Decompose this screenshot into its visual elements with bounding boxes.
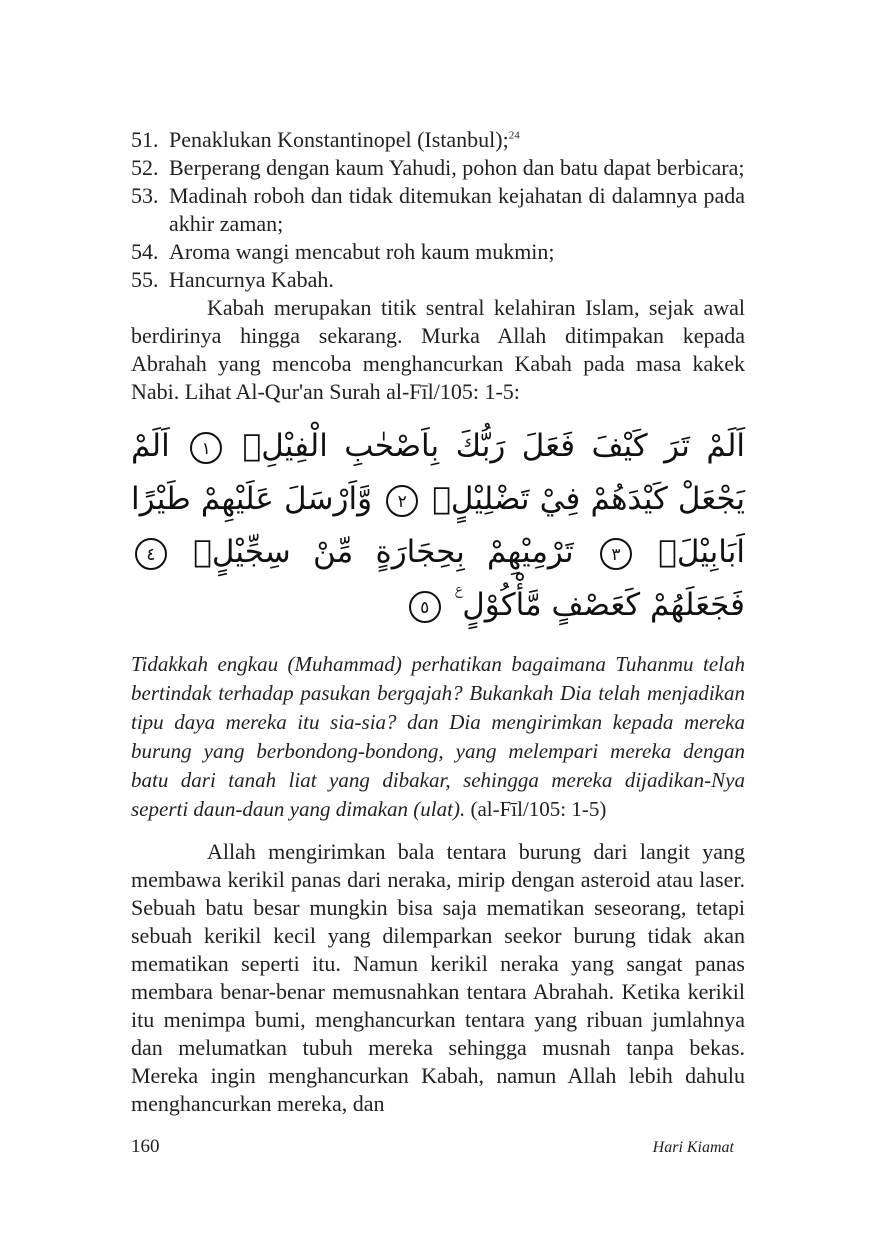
list-item — [131, 266, 745, 294]
ayah-number-mark: ٤ — [135, 538, 167, 570]
numbered-list — [131, 126, 745, 294]
list-item — [131, 238, 745, 266]
translation — [131, 650, 745, 824]
ayah-text: فَجَعَلَهُمْ كَعَصْفٍ مَّأْكُوْلٍ ࣖ — [454, 587, 745, 623]
ayah-text: تَرْمِيْهِمْ بِحِجَارَةٍ مِّنْ سِجِّيْلٍۙ — [193, 534, 574, 570]
ayah-text: اَلَمْ تَرَ كَيْفَ فَعَلَ رَبُّكَ بِاَصْحٰبِ الْفِيْلِۗ — [242, 428, 746, 464]
ayah-number-mark: ٢ — [386, 485, 418, 517]
list-text: Aroma wangi mencabut roh kaum mukmin; — [169, 239, 555, 264]
list-text: Madinah roboh dan tidak ditemukan kejahatan di dalamnya pada akhir zaman; — [169, 183, 745, 236]
list-number: 51. — [131, 127, 159, 152]
list-text: Hancurnya Kabah. — [169, 267, 334, 292]
ayah-number-mark: ١ — [190, 432, 222, 464]
page-number: 160 — [131, 1136, 160, 1157]
footnote-ref: 24 — [508, 129, 520, 142]
running-footer-title: Hari Kiamat — [652, 1139, 734, 1156]
list-number: 53. — [131, 183, 159, 208]
list-item — [131, 182, 745, 238]
body-paragraph: Allah mengirimkan bala tentara burung dari langit yang membawa kerikil panas dari neraka, mirip dengan asteroid atau laser. Sebuah batu besar mungkin bisa saja mematikan seseorang, tetapi sebuah kerikil kecil yang dilemparkan seekor burung tidak akan mematikan seperti itu. Namun kerikil neraka yang sangat panas membara benar-benar memusnahkan tentara Abrahah. Ketika kerikil itu menimpa bumi, menghancurkan tentara yang ribuan jumlahnya dan melumatkan tubuh mereka sehingga musnah tanpa bekas. Mereka ingin menghancurkan Kabah, namun Allah lebih dahulu menghancurkan mereka, dan — [131, 839, 745, 1116]
ayah-number-mark: ٣ — [600, 538, 632, 570]
list-text: Penaklukan Konstantinopel (Istanbul); — [169, 127, 509, 152]
list-item — [131, 154, 745, 182]
list-item — [131, 126, 745, 154]
intro-paragraph: Kabah merupakan titik sentral kelahiran Islam, sejak awal berdirinya hingga sekarang. Murka Allah ditimpakan kepada Abrahah yang mencoba menghancurkan Kabah pada masa kakek Nabi. Lihat Al-Qur'an Surah al-Fīl/105: 1-5: — [131, 295, 745, 404]
list-number: 55. — [131, 267, 159, 292]
quran-verse-block — [131, 420, 745, 632]
ayah-number-mark: ٥ — [409, 591, 441, 623]
ayah-text: وَّاَرْسَلَ عَلَيْهِمْ طَيْرًا اَبَابِيْلَۙ — [131, 481, 745, 570]
translation-text: Tidakkah engkau (Muhammad) perhatikan bagaimana Tuhanmu telah bertindak terhadap pasukan bergajah? Bukankah Dia telah menjadikan tipu daya mereka itu sia-sia? dan Dia mengirimkan kepada mereka burung yang berbondong-bondong, yang melempari mereka dengan batu dari tanah liat yang dibakar, sehingga mereka dijadikan-Nya seperti daun-daun yang dimakan (ulat). — [131, 652, 745, 821]
ayah-text: اَلَمْ يَجْعَلْ كَيْدَهُمْ فِيْ تَضْلِيْلٍۙ — [131, 428, 746, 517]
translation-reference: (al-Fīl/105: 1-5) — [470, 797, 607, 821]
list-number: 54. — [131, 239, 159, 264]
list-number: 52. — [131, 155, 159, 180]
list-text: Berperang dengan kaum Yahudi, pohon dan batu dapat berbicara; — [169, 155, 745, 180]
page-content — [131, 126, 745, 1118]
